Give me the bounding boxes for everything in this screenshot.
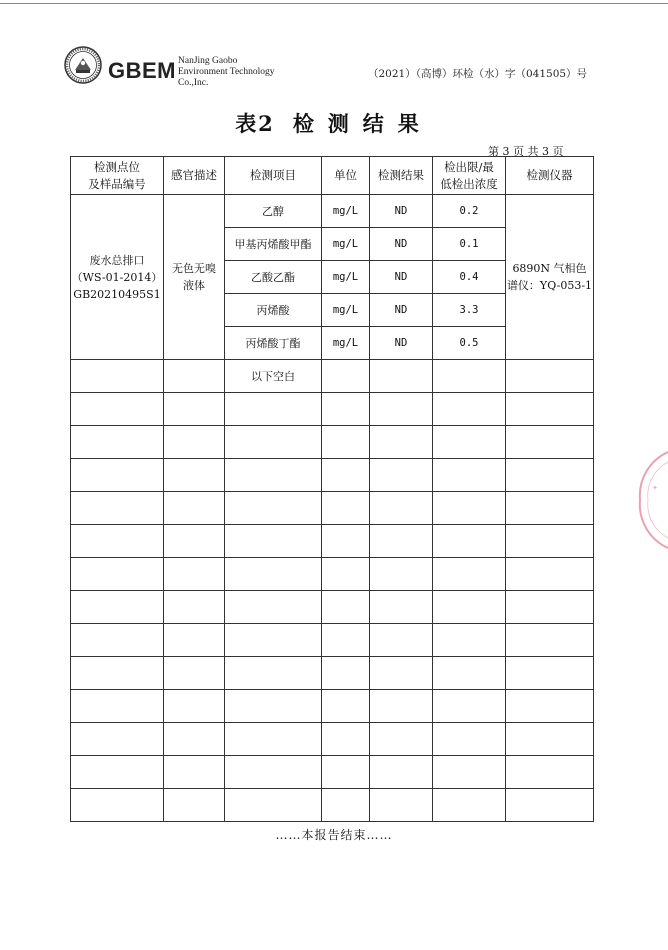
empty-row	[71, 558, 594, 591]
item-cell: 丙烯酸	[225, 294, 322, 327]
limit-cell: 0.4	[433, 261, 506, 294]
limit-cell: 0.1	[433, 228, 506, 261]
unit-cell: mg/L	[322, 327, 370, 360]
top-border-line	[0, 3, 668, 4]
table-caption: 检测结果	[292, 111, 433, 136]
empty-row	[71, 789, 594, 822]
unit-cell: mg/L	[322, 228, 370, 261]
empty-row	[71, 723, 594, 756]
page-title	[0, 108, 668, 138]
empty-row	[71, 426, 594, 459]
company-line: Co.,Inc.	[178, 78, 209, 88]
svg-text:✦: ✦	[652, 484, 658, 492]
empty-row	[71, 657, 594, 690]
page-indicator: 第 3 页 共 3 页	[488, 145, 564, 158]
table-row-blank-note	[71, 360, 594, 393]
item-cell: 甲基丙烯酸甲酯	[225, 228, 322, 261]
description-cell: 无色无嗅 液体	[164, 195, 225, 360]
empty-row	[71, 756, 594, 789]
company-name	[178, 56, 275, 89]
company-line: NanJing Gaobo	[178, 56, 238, 66]
limit-cell: 0.2	[433, 195, 506, 228]
seal-stamp-fragment	[630, 450, 668, 550]
item-cell: 乙醇	[225, 195, 322, 228]
table-number: 表2	[235, 111, 275, 136]
empty-row	[71, 459, 594, 492]
unit-cell: mg/L	[322, 261, 370, 294]
unit-cell: mg/L	[322, 294, 370, 327]
result-cell: ND	[370, 261, 433, 294]
gbem-logo-icon	[64, 46, 102, 84]
col-header-limit: 检出限/最 低检出浓度	[433, 157, 506, 195]
report-number: （2021）（高博）环检（水）字（041505）号	[368, 68, 588, 80]
col-header-description: 感官描述	[164, 157, 225, 195]
col-header-unit: 单位	[322, 157, 370, 195]
empty-row	[71, 525, 594, 558]
empty-row	[71, 492, 594, 525]
empty-row	[71, 591, 594, 624]
blank-note-cell: 以下空白	[225, 360, 322, 393]
col-header-sample-point: 检测点位 及样品编号	[71, 157, 164, 195]
col-header-result: 检测结果	[370, 157, 433, 195]
results-table	[70, 156, 594, 822]
result-cell: ND	[370, 195, 433, 228]
item-cell: 乙酸乙酯	[225, 261, 322, 294]
result-cell: ND	[370, 327, 433, 360]
limit-cell: 3.3	[433, 294, 506, 327]
limit-cell: 0.5	[433, 327, 506, 360]
brand-name: GBEM	[108, 58, 176, 83]
result-cell: ND	[370, 294, 433, 327]
end-of-report-note: ……本报告结束……	[275, 828, 393, 842]
empty-row	[71, 690, 594, 723]
instrument-cell: 6890N 气相色 谱仪：YQ-053-1	[506, 195, 594, 360]
table-row	[71, 195, 594, 228]
sample-point-cell: 废水总排口 （WS-01-2014） GB20210495S1	[71, 195, 164, 360]
result-cell: ND	[370, 228, 433, 261]
col-header-instrument: 检测仪器	[506, 157, 594, 195]
table-header-row	[71, 157, 594, 195]
unit-cell: mg/L	[322, 195, 370, 228]
empty-row	[71, 393, 594, 426]
company-line: Environment Technology	[178, 67, 275, 77]
col-header-item: 检测项目	[225, 157, 322, 195]
item-cell: 丙烯酸丁酯	[225, 327, 322, 360]
empty-row	[71, 624, 594, 657]
